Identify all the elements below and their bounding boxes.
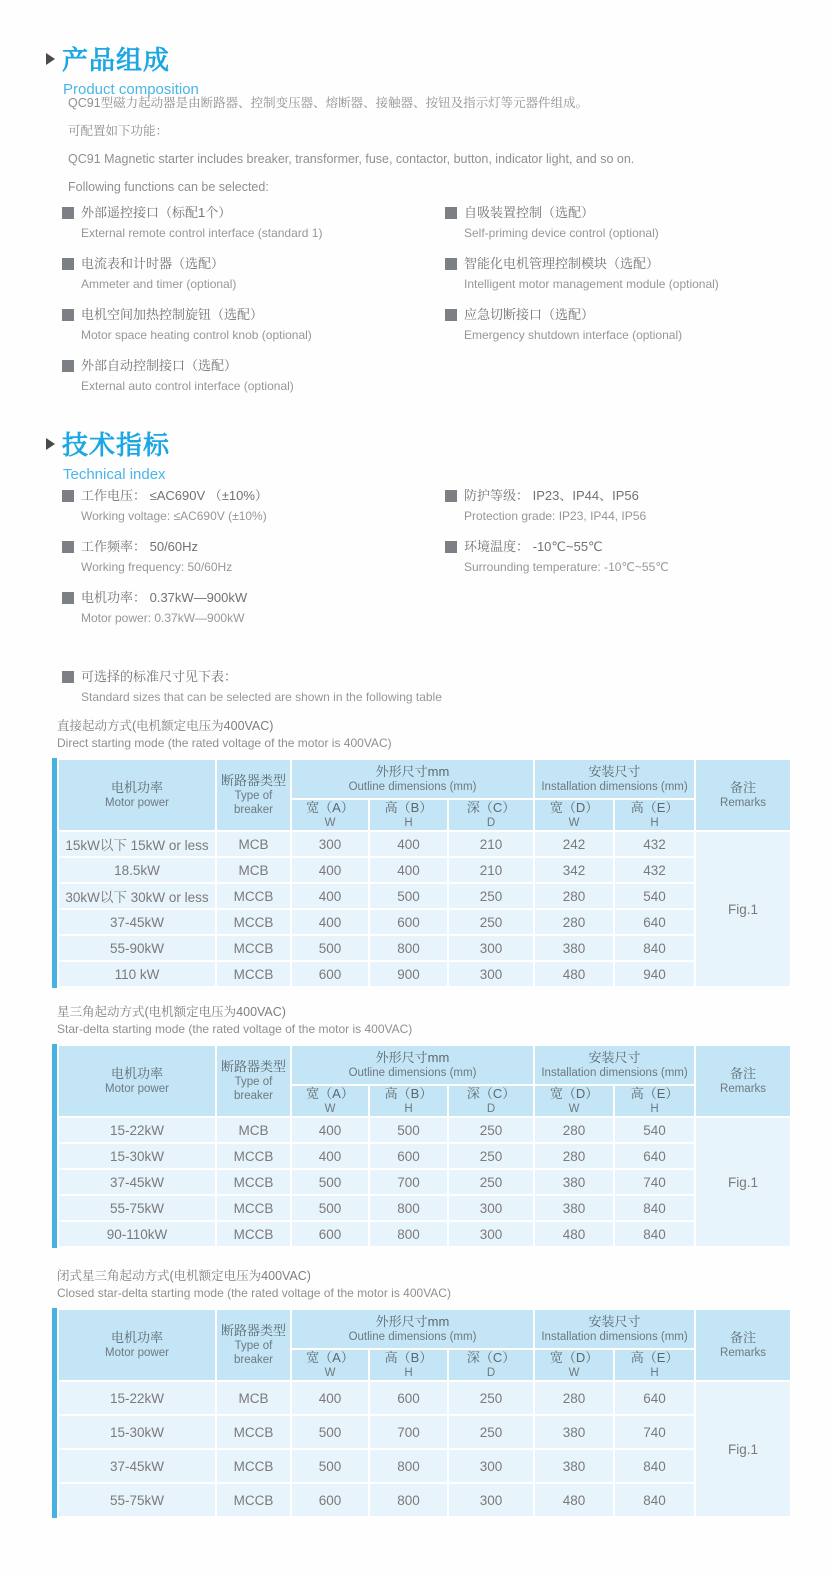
table-caption-en: Direct starting mode (the rated voltage of the motor is 400VAC) [57,736,392,750]
table-cell: 380 [534,1449,614,1483]
header-motor-power: 电机功率 Motor power [58,759,216,831]
header-breaker-type: 断路器类型 Type of breaker [216,1309,291,1381]
table-cell: 540 [614,1117,695,1143]
table-cell: 600 [291,1221,369,1247]
table-cell: 250 [448,909,534,935]
table-cell: 37-45kW [58,1169,216,1195]
table-row [58,1221,791,1247]
table-cell: MCCB [216,1415,291,1449]
note-zh [62,666,582,687]
table-cell: 15-22kW [58,1381,216,1415]
section-technical-index [46,425,170,483]
header-height-e: 高（E） H [614,1085,695,1117]
paragraph: 可配置如下功能： [68,124,169,138]
table-row [58,961,791,987]
table-cell: 500 [291,1195,369,1221]
table-cell: 700 [369,1415,448,1449]
table-row [58,1415,791,1449]
table-row [58,831,791,857]
table-cell: 37-45kW [58,909,216,935]
section-subtitle: Product composition [63,81,199,98]
list-item-en-text: Intelligent motor management module (optional) [464,277,719,291]
list-item-zh [445,485,825,506]
paragraph: Following functions can be selected: [68,180,269,194]
header-width-d: 宽（D） W [534,1349,614,1381]
list-item-en-text: External remote control interface (standard 1) [81,226,323,240]
table-cell: 600 [369,1381,448,1415]
header-installation-dimensions: 安装尺寸 Installation dimensions (mm) [534,759,695,799]
list-item-en-text: Protection grade: IP23, IP44, IP56 [464,509,647,523]
header-width-d: 宽（D） W [534,1085,614,1117]
list-item-zh-text: 智能化电机管理控制模块（选配） [464,256,660,271]
square-bullet-icon [62,258,74,270]
square-bullet-icon [445,541,457,553]
table-wrapper [57,1044,790,1248]
table-cell: 210 [448,857,534,883]
table-cell: 500 [369,1117,448,1143]
list-item [62,536,442,578]
specs-left-column [62,485,442,638]
table-cell: 840 [614,1221,695,1247]
header-height-e: 高（E） H [614,799,695,831]
table-row [58,1169,791,1195]
header-depth-c: 深（C） D [448,1085,534,1117]
header-breaker-type: 断路器类型 Type of breaker [216,759,291,831]
list-item [445,202,825,244]
list-item-zh-text: 防护等级： IP23、IP44、IP56 [464,488,639,503]
table-cell: 400 [291,909,369,935]
header-depth-c: 深（C） D [448,799,534,831]
table-block-star-delta [57,1004,790,1248]
header-outline-dimensions: 外形尺寸mm Outline dimensions (mm) [291,759,534,799]
table-cell: 640 [614,1143,695,1169]
table-cell: MCB [216,857,291,883]
table-cell: 400 [291,1117,369,1143]
table-cell: 250 [448,883,534,909]
header-outline-dimensions: 外形尺寸mm Outline dimensions (mm) [291,1309,534,1349]
table-cell: 840 [614,1449,695,1483]
list-item-en-text: Surrounding temperature: -10℃~55℃ [464,560,669,574]
table-cell: 250 [448,1169,534,1195]
table-head [58,759,791,831]
table-cell: 640 [614,909,695,935]
table-cell: MCCB [216,1143,291,1169]
list-item-zh-text: 工作频率： 50/60Hz [81,539,199,554]
section-header [46,40,199,77]
square-bullet-icon [62,671,74,683]
table-cell: 110 kW [58,961,216,987]
table-cell: 480 [534,1483,614,1517]
table-cell: 600 [369,909,448,935]
table-cell: 480 [534,961,614,987]
list-item-en-text: Motor space heating control knob (optional) [81,328,312,342]
table-body [58,831,791,987]
list-item [445,304,825,346]
table-cell: 740 [614,1169,695,1195]
paragraph: QC91 Magnetic starter includes breaker, transformer, fuse, contactor, button, indicator light, and so on. [68,152,635,166]
table-cell: 37-45kW [58,1449,216,1483]
table-row [58,1117,791,1143]
list-item [445,536,825,578]
list-item-en-text: Working voltage: ≤AC690V (±10%) [81,509,267,523]
header-motor-power: 电机功率 Motor power [58,1045,216,1117]
table-cell: 300 [291,831,369,857]
table-cell: 480 [534,1221,614,1247]
table-cell: 600 [291,961,369,987]
table-cell: 400 [291,883,369,909]
table-cell: 640 [614,1381,695,1415]
table-cell: 800 [369,935,448,961]
table-block-direct-starting [57,718,790,988]
section-marker-icon [46,53,55,65]
table-row [58,1143,791,1169]
table-cell: 15-30kW [58,1143,216,1169]
table-cell: 400 [291,1381,369,1415]
table-cell: 500 [291,1169,369,1195]
table-cell: 300 [448,1221,534,1247]
list-item-zh [62,485,442,506]
list-item-zh [445,304,825,325]
table-cell: 250 [448,1117,534,1143]
table-cell: MCCB [216,961,291,987]
remark-cell: Fig.1 [695,1117,791,1247]
header-depth-c: 深（C） D [448,1349,534,1381]
list-item-en-text: Self-priming device control (optional) [464,226,659,240]
section-product-composition [46,40,199,98]
section-subtitle: Technical index [63,466,166,483]
table-cell: 432 [614,857,695,883]
table-cell: 800 [369,1449,448,1483]
table-cell: 15-30kW [58,1415,216,1449]
table-cell: 300 [448,1195,534,1221]
note-item [62,666,582,708]
list-item-en-text: Working frequency: 50/60Hz [81,560,233,574]
list-item-zh [62,355,442,376]
list-item [62,253,442,295]
table-accent-bar [52,1308,57,1518]
table-cell: MCB [216,1381,291,1415]
list-item-zh [62,587,442,608]
list-item-zh [445,536,825,557]
header-width-a: 宽（A） W [291,1349,369,1381]
list-item-zh [445,202,825,223]
header-remarks: 备注 Remarks [695,759,791,831]
table-row [58,1381,791,1415]
table-cell: 400 [369,857,448,883]
table-row [58,857,791,883]
table-cell: MCCB [216,1449,291,1483]
header-width-d: 宽（D） W [534,799,614,831]
list-item [62,485,442,527]
table-cell: 15-22kW [58,1117,216,1143]
table-cell: 300 [448,1483,534,1517]
table-cell: 280 [534,909,614,935]
table-caption-zh: 直接起动方式(电机额定电压为400VAC) [57,719,274,733]
square-bullet-icon [62,360,74,372]
list-item-zh [62,202,442,223]
table-cell: 400 [369,831,448,857]
table-cell: 55-75kW [58,1195,216,1221]
table-cell: 30kW以下 30kW or less [58,883,216,909]
list-item [62,355,442,397]
table-cell: MCCB [216,883,291,909]
table-cell: MCCB [216,1169,291,1195]
table-cell: 500 [291,935,369,961]
list-item-zh [62,253,442,274]
table-cell: 540 [614,883,695,909]
table-head [58,1045,791,1117]
list-item-zh-text: 电机功率： 0.37kW—900kW [81,590,248,605]
header-height-b: 高（B） H [369,799,448,831]
table-cell: 900 [369,961,448,987]
table-cell: 280 [534,1117,614,1143]
header-height-b: 高（B） H [369,1085,448,1117]
table-cell: MCB [216,1117,291,1143]
table-block-closed-star-delta [57,1268,790,1518]
table-cell: 300 [448,935,534,961]
table-cell: 400 [291,1143,369,1169]
list-item [62,304,442,346]
table-cell: 380 [534,1415,614,1449]
list-item-en-text: External auto control interface (optional) [81,379,294,393]
table-cell: 500 [369,883,448,909]
list-item-en-text: Ammeter and timer (optional) [81,277,237,291]
list-item-zh-text: 应急切断接口（选配） [464,307,595,322]
table-cell: 280 [534,883,614,909]
list-item [62,202,442,244]
table-cell: 600 [369,1143,448,1169]
header-width-a: 宽（A） W [291,1085,369,1117]
table-cell: 300 [448,1449,534,1483]
table-head [58,1309,791,1381]
table-cell: 840 [614,935,695,961]
table-cell: 800 [369,1483,448,1517]
header-remarks: 备注 Remarks [695,1045,791,1117]
sizes-note [62,666,582,717]
table-cell: 800 [369,1195,448,1221]
table-wrapper [57,758,790,988]
header-height-b: 高（B） H [369,1349,448,1381]
table-cell: 300 [448,961,534,987]
list-item-zh-text: 环境温度： -10℃~55℃ [464,539,603,554]
table-cell: 840 [614,1483,695,1517]
square-bullet-icon [62,592,74,604]
section-marker-icon [46,438,55,450]
table-row [58,935,791,961]
table-cell: 500 [291,1415,369,1449]
header-width-a: 宽（A） W [291,799,369,831]
table-cell: 210 [448,831,534,857]
remark-cell: Fig.1 [695,831,791,987]
table-caption-zh: 星三角起动方式(电机额定电压为400VAC) [57,1005,286,1019]
table-caption-en: Closed star-delta starting mode (the rated voltage of the motor is 400VAC) [57,1286,451,1300]
table-cell: 380 [534,935,614,961]
square-bullet-icon [62,541,74,553]
header-outline-dimensions: 外形尺寸mm Outline dimensions (mm) [291,1045,534,1085]
table-cell: 18.5kW [58,857,216,883]
paragraph: QC91型磁力起动器是由断路器、控制变压器、熔断器、接触器、按钮及指示灯等元器件组成。 [68,96,589,110]
table-cell: MCCB [216,935,291,961]
header-height-e: 高（E） H [614,1349,695,1381]
list-item-zh-text: 工作电压： ≤AC690V （±10%） [81,488,268,503]
table-cell: 600 [291,1483,369,1517]
table-cell: 55-90kW [58,935,216,961]
header-motor-power: 电机功率 Motor power [58,1309,216,1381]
header-remarks: 备注 Remarks [695,1309,791,1381]
table-cell: 250 [448,1143,534,1169]
square-bullet-icon [62,490,74,502]
list-item-zh [62,536,442,557]
table-row [58,909,791,935]
features-right-column [445,202,825,355]
table-cell: 432 [614,831,695,857]
note-en-text: Standard sizes that can be selected are shown in the following table [81,690,442,704]
table-row [58,883,791,909]
table-wrapper [57,1308,790,1518]
list-item [445,485,825,527]
table-row [58,1449,791,1483]
square-bullet-icon [62,309,74,321]
list-item-zh-text: 电机空间加热控制旋钮（选配） [81,307,264,322]
list-item-en-text: Emergency shutdown interface (optional) [464,328,683,342]
list-item-en-text: Motor power: 0.37kW—900kW [81,611,245,625]
table-cell: 250 [448,1381,534,1415]
square-bullet-icon [445,207,457,219]
square-bullet-icon [445,258,457,270]
table-cell: 90-110kW [58,1221,216,1247]
table-cell: 280 [534,1381,614,1415]
note-zh-text: 可选择的标准尺寸见下表： [81,669,238,684]
table-caption-zh: 闭式星三角起动方式(电机额定电压为400VAC) [57,1269,311,1283]
table-cell: 380 [534,1169,614,1195]
table-cell: 15kW以下 15kW or less [58,831,216,857]
dimensions-table [57,1308,792,1518]
table-cell: 940 [614,961,695,987]
list-item [445,253,825,295]
table-cell: 500 [291,1449,369,1483]
section-header [46,425,170,462]
section-title: 产品组成 [62,45,171,75]
table-cell: 740 [614,1415,695,1449]
table-cell: 342 [534,857,614,883]
features-left-column [62,202,442,406]
dimensions-table [57,1044,792,1248]
table-cell: MCCB [216,1483,291,1517]
table-cell: 840 [614,1195,695,1221]
table-cell: 250 [448,1415,534,1449]
table-body [58,1381,791,1517]
composition-paragraphs [68,95,788,207]
dimensions-table [57,758,792,988]
list-item [62,587,442,629]
table-cell: 400 [291,857,369,883]
table-accent-bar [52,758,57,988]
header-breaker-type: 断路器类型 Type of breaker [216,1045,291,1117]
table-cell: MCCB [216,1221,291,1247]
table-cell: 380 [534,1195,614,1221]
list-item-zh-text: 外部自动控制接口（选配） [81,358,238,373]
table-cell: MCCB [216,1195,291,1221]
table-cell: MCCB [216,909,291,935]
section-title: 技术指标 [62,430,171,460]
square-bullet-icon [445,309,457,321]
list-item-zh-text: 外部遥控接口（标配1个） [81,205,232,220]
list-item-zh-text: 电流表和计时器（选配） [81,256,225,271]
table-cell: 242 [534,831,614,857]
header-installation-dimensions: 安装尺寸 Installation dimensions (mm) [534,1045,695,1085]
table-cell: 700 [369,1169,448,1195]
table-accent-bar [52,1044,57,1248]
table-caption-en: Star-delta starting mode (the rated voltage of the motor is 400VAC) [57,1022,413,1036]
square-bullet-icon [445,490,457,502]
specs-right-column [445,485,825,587]
table-row [58,1483,791,1517]
remark-cell: Fig.1 [695,1381,791,1517]
list-item-zh-text: 自吸装置控制（选配） [464,205,595,220]
table-body [58,1117,791,1247]
table-cell: MCB [216,831,291,857]
list-item-zh [445,253,825,274]
table-cell: 800 [369,1221,448,1247]
table-row [58,1195,791,1221]
table-cell: 280 [534,1143,614,1169]
square-bullet-icon [62,207,74,219]
list-item-zh [62,304,442,325]
header-installation-dimensions: 安装尺寸 Installation dimensions (mm) [534,1309,695,1349]
table-cell: 55-75kW [58,1483,216,1517]
